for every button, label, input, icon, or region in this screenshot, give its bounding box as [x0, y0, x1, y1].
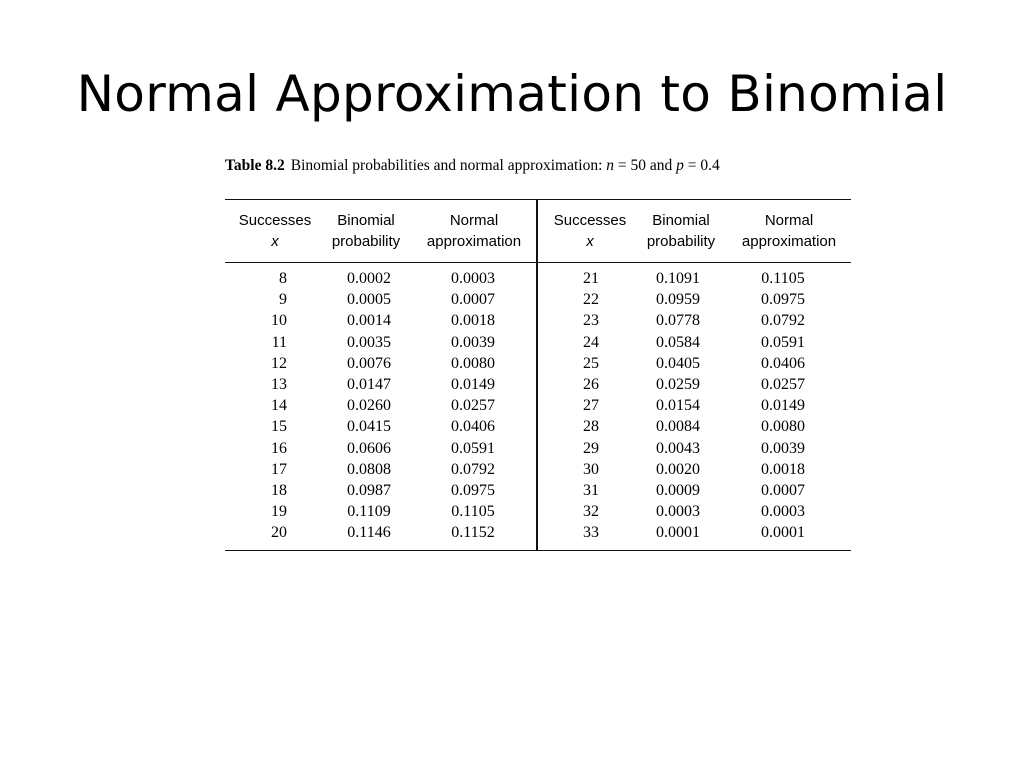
- normal-approximation-cell: 0.0003: [761, 503, 805, 521]
- table-row: [225, 438, 536, 459]
- successes-cell: 10: [271, 312, 287, 330]
- normal-approximation-cell: 0.0080: [451, 354, 495, 372]
- binomial-probability-cell: 0.0415: [347, 418, 391, 436]
- successes-cell: 29: [583, 439, 599, 457]
- header-successes: Successes x: [238, 212, 312, 250]
- header-binomial-probability: Binomial probability: [646, 212, 716, 250]
- normal-approximation-cell: 0.0792: [761, 312, 805, 330]
- binomial-probability-cell: 0.0014: [347, 312, 391, 330]
- table-row: [225, 501, 536, 522]
- binomial-probability-cell: 0.0606: [347, 439, 391, 457]
- binomial-probability-cell: 0.0259: [656, 375, 700, 393]
- binomial-probability-cell: 0.0987: [347, 481, 391, 499]
- successes-cell: 20: [271, 524, 287, 542]
- normal-approximation-cell: 0.0003: [451, 270, 495, 287]
- table-row: [540, 438, 851, 459]
- table-row: [540, 310, 851, 331]
- successes-cell: 13: [271, 375, 287, 393]
- binomial-probability-cell: 0.0260: [347, 397, 391, 415]
- table-caption-text: Binomial probabilities and normal approximation:: [290, 157, 603, 174]
- table-row: [225, 268, 536, 289]
- successes-cell: 28: [583, 418, 599, 436]
- normal-approximation-cell: 0.1105: [761, 270, 805, 287]
- successes-cell: 22: [583, 291, 599, 309]
- normal-approximation-cell: 0.0001: [761, 524, 805, 542]
- normal-approximation-cell: 0.0149: [761, 397, 805, 415]
- table-row: [540, 416, 851, 437]
- header-successes: Successes x: [553, 212, 627, 250]
- caption-n-variable: n: [606, 157, 615, 174]
- successes-cell: 15: [271, 418, 287, 436]
- successes-cell: 18: [271, 481, 287, 499]
- successes-cell: 8: [279, 270, 287, 287]
- normal-approximation-cell: 0.1105: [451, 503, 495, 521]
- table-row: [540, 501, 851, 522]
- successes-cell: 33: [583, 524, 599, 542]
- binomial-probability-cell: 0.0154: [656, 397, 700, 415]
- binomial-probability-cell: 0.0076: [347, 354, 391, 372]
- header-normal-approximation: Normal approximation: [426, 212, 522, 250]
- slide-title: Normal Approximation to Binomial: [76, 65, 948, 123]
- table-row: [225, 522, 536, 543]
- binomial-probability-cell: 0.0009: [656, 481, 700, 499]
- successes-cell: 9: [279, 291, 287, 309]
- successes-cell: 27: [583, 397, 599, 415]
- header-binomial-probability: Binomial probability: [331, 212, 401, 250]
- normal-approximation-cell: 0.0080: [761, 418, 805, 436]
- binomial-probability-cell: 0.0778: [656, 312, 700, 330]
- normal-approximation-cell: 0.0975: [451, 481, 495, 499]
- table-row: [540, 374, 851, 395]
- table-row: [225, 395, 536, 416]
- binomial-probability-cell: 0.0002: [347, 270, 391, 287]
- table-row: [225, 353, 536, 374]
- normal-approximation-cell: 0.0007: [761, 481, 805, 499]
- header-normal-approximation: Normal approximation: [741, 212, 837, 250]
- normal-approximation-cell: 0.0591: [451, 439, 495, 457]
- table-body-left: [225, 268, 536, 543]
- successes-cell: 16: [271, 439, 287, 457]
- table-body-right: [540, 268, 851, 543]
- normal-approximation-cell: 0.0257: [451, 397, 495, 415]
- normal-approximation-cell: 0.0406: [451, 418, 495, 436]
- binomial-probability-cell: 0.0808: [347, 460, 391, 478]
- normal-approximation-cell: 0.0039: [761, 439, 805, 457]
- successes-cell: 30: [583, 460, 599, 478]
- table-bottom-rule: [225, 550, 851, 551]
- successes-cell: 14: [271, 397, 287, 415]
- normal-approximation-cell: 0.0406: [761, 354, 805, 372]
- binomial-probability-cell: 0.1091: [656, 270, 700, 287]
- table-right-half: [540, 199, 851, 550]
- successes-cell: 17: [271, 460, 287, 478]
- normal-approximation-cell: 0.0975: [761, 291, 805, 309]
- successes-cell: 32: [583, 503, 599, 521]
- binomial-probability-cell: 0.0405: [656, 354, 700, 372]
- binomial-probability-cell: 0.1109: [347, 503, 391, 521]
- normal-approximation-cell: 0.0257: [761, 375, 805, 393]
- successes-cell: 19: [271, 503, 287, 521]
- binomial-table-figure: [225, 153, 851, 555]
- binomial-probability-cell: 0.0084: [656, 418, 700, 436]
- successes-cell: 12: [271, 354, 287, 372]
- binomial-probability-cell: 0.1146: [347, 524, 391, 542]
- binomial-probability-cell: 0.0959: [656, 291, 700, 309]
- table-column-divider: [536, 199, 538, 550]
- table-row: [540, 289, 851, 310]
- normal-approximation-cell: 0.0039: [451, 333, 495, 351]
- caption-n-value: = 50 and: [614, 157, 677, 174]
- binomial-probability-cell: 0.0043: [656, 439, 700, 457]
- table-row: [540, 395, 851, 416]
- binomial-probability-cell: 0.0001: [656, 524, 700, 542]
- normal-approximation-cell: 0.0792: [451, 460, 495, 478]
- table-row: [540, 268, 851, 289]
- successes-cell: 24: [583, 333, 599, 351]
- caption-p-value: = 0.4: [683, 157, 720, 174]
- table-row: [225, 416, 536, 437]
- binomial-probability-cell: 0.0020: [656, 460, 700, 478]
- successes-cell: 25: [583, 354, 599, 372]
- caption-p-variable: p: [676, 157, 684, 174]
- table-row: [225, 332, 536, 353]
- binomial-probability-cell: 0.0147: [347, 375, 391, 393]
- normal-approximation-cell: 0.0591: [761, 333, 805, 351]
- normal-approximation-cell: 0.0007: [451, 291, 495, 309]
- table-left-half: [225, 199, 536, 550]
- table-row: [540, 522, 851, 543]
- table-row: [225, 289, 536, 310]
- table-row: [540, 332, 851, 353]
- successes-cell: 23: [583, 312, 599, 330]
- successes-cell: 26: [583, 375, 599, 393]
- table-row: [225, 480, 536, 501]
- binomial-probability-cell: 0.0584: [656, 333, 700, 351]
- normal-approximation-cell: 0.0149: [451, 375, 495, 393]
- table-caption: [225, 153, 851, 179]
- successes-cell: 21: [583, 270, 599, 287]
- table-row: [225, 310, 536, 331]
- binomial-probability-cell: 0.0035: [347, 333, 391, 351]
- table-row: [540, 353, 851, 374]
- table-row: [225, 459, 536, 480]
- normal-approximation-cell: 0.0018: [451, 312, 495, 330]
- normal-approximation-cell: 0.0018: [761, 460, 805, 478]
- table-row: [540, 459, 851, 480]
- table-caption-label: Table 8.2: [225, 157, 285, 174]
- binomial-probability-cell: 0.0005: [347, 291, 391, 309]
- normal-approximation-cell: 0.1152: [451, 524, 495, 542]
- successes-cell: 31: [583, 481, 599, 499]
- table-row: [540, 480, 851, 501]
- successes-cell: 11: [271, 333, 287, 351]
- binomial-probability-cell: 0.0003: [656, 503, 700, 521]
- table-row: [225, 374, 536, 395]
